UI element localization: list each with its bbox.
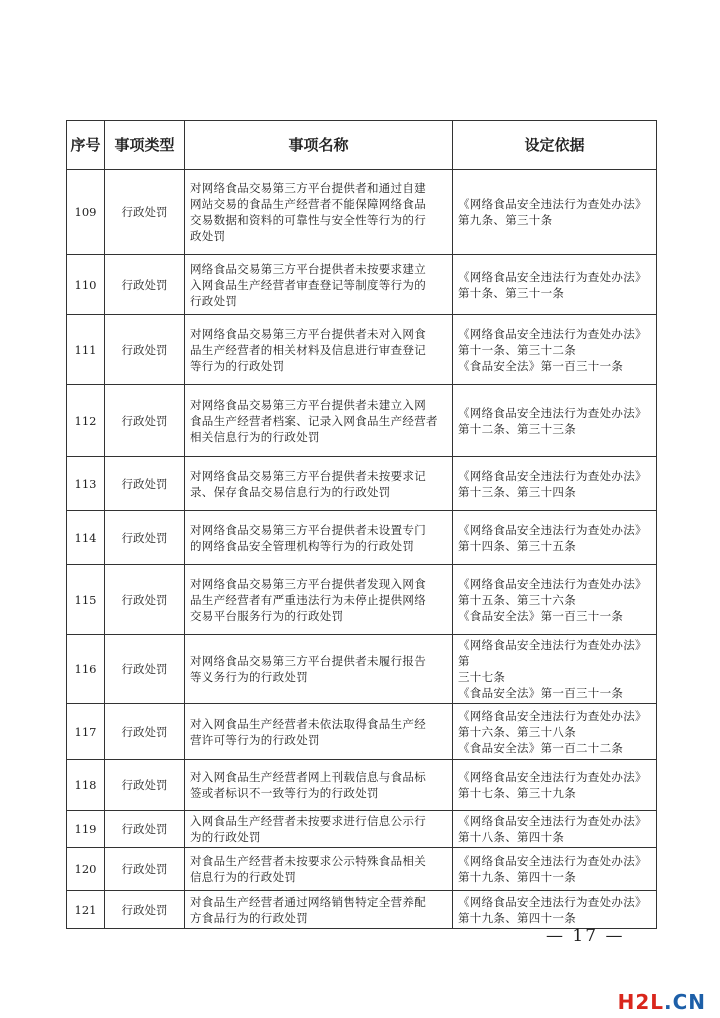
table-row <box>67 565 657 635</box>
row-name <box>185 170 453 255</box>
row-basis-line: 第十四条、第三十五条 <box>458 538 576 553</box>
table-row <box>67 170 657 255</box>
row-basis <box>453 891 657 929</box>
row-name <box>185 315 453 385</box>
table-row <box>67 255 657 315</box>
row-name-line: 对入网食品生产经营者网上刊载信息与食品标 <box>190 770 426 784</box>
row-name-line: 对食品生产经营者通过网络销售特定全营养配 <box>190 894 426 909</box>
row-number: 119 <box>67 811 105 848</box>
header-number: 序号 <box>67 121 105 170</box>
row-basis-line: 第十五条、第三十六条 <box>458 592 576 607</box>
row-number: 115 <box>67 565 105 635</box>
row-type: 行政处罚 <box>105 565 185 635</box>
row-name-line: 行政处罚 <box>190 293 238 308</box>
row-basis-line: 《食品安全法》第一百三十一条 <box>458 358 624 373</box>
row-basis-line: 第十条、第三十一条 <box>458 285 565 300</box>
row-basis-line: 《网络食品安全违法行为查处办法》 <box>458 770 647 784</box>
row-name <box>185 704 453 760</box>
row-name-line: 政处罚 <box>190 229 226 243</box>
row-type: 行政处罚 <box>105 385 185 457</box>
watermark-part2: .CN <box>663 990 706 1014</box>
row-basis-line: 《网络食品安全违法行为查处办法》 <box>458 269 647 284</box>
row-basis-line: 第十九条、第四十一条 <box>458 870 576 884</box>
row-basis-line: 《网络食品安全违法行为查处办法》 <box>458 708 647 723</box>
row-basis <box>453 848 657 891</box>
row-type: 行政处罚 <box>105 170 185 255</box>
row-name-line: 签或者标识不一致等行为的行政处罚 <box>190 786 379 800</box>
row-number: 113 <box>67 457 105 511</box>
row-name-line: 营许可等行为的行政处罚 <box>190 732 320 747</box>
table-row <box>67 511 657 565</box>
row-name-line: 对网络食品交易第三方平台提供者未建立入网 <box>190 397 426 412</box>
row-name-line: 食品生产经营者档案、记录入网食品生产经营者 <box>190 413 438 428</box>
header-basis: 设定依据 <box>453 121 657 170</box>
row-type: 行政处罚 <box>105 635 185 704</box>
table-row <box>67 315 657 385</box>
row-name <box>185 511 453 565</box>
row-basis-line: 《网络食品安全违法行为查处办法》 <box>458 326 647 341</box>
row-basis-line: 第十八条、第四十条 <box>458 830 565 844</box>
row-name-line: 交易平台服务行为的行政处罚 <box>190 608 344 623</box>
row-basis-line: 《网络食品安全违法行为查处办法》 <box>458 854 647 868</box>
row-number: 118 <box>67 760 105 811</box>
row-basis-line: 第十九条、第四十一条 <box>458 910 576 925</box>
row-name <box>185 457 453 511</box>
row-name-line: 信息行为的行政处罚 <box>190 870 297 884</box>
page-number: — 17 — <box>546 926 625 946</box>
row-number: 110 <box>67 255 105 315</box>
row-basis-line: 《网络食品安全违法行为查处办法》 <box>458 894 647 909</box>
row-basis-line: 《食品安全法》第一百三十一条 <box>458 686 624 700</box>
row-basis <box>453 635 657 704</box>
row-basis-line: 第十三条、第三十四条 <box>458 484 576 499</box>
table-row <box>67 385 657 457</box>
row-name-line: 交易数据和资料的可靠性与安全性等行为的行 <box>190 213 426 227</box>
row-type: 行政处罚 <box>105 457 185 511</box>
row-name-line: 对网络食品交易第三方平台提供者未设置专门 <box>190 522 426 537</box>
row-basis <box>453 255 657 315</box>
row-name <box>185 565 453 635</box>
row-basis <box>453 511 657 565</box>
row-basis-line: 《网络食品安全违法行为查处办法》第 <box>458 638 647 668</box>
row-basis-line: 《网络食品安全违法行为查处办法》 <box>458 197 647 211</box>
row-type: 行政处罚 <box>105 760 185 811</box>
row-basis-line: 第十七条、第三十九条 <box>458 786 576 800</box>
row-name-line: 品生产经营者的相关材料及信息进行审查登记 <box>190 342 426 357</box>
row-basis-line: 《网络食品安全违法行为查处办法》 <box>458 405 647 420</box>
row-number: 121 <box>67 891 105 929</box>
row-basis <box>453 811 657 848</box>
row-name-line: 对网络食品交易第三方平台提供者发现入网食 <box>190 576 426 591</box>
table-row <box>67 457 657 511</box>
row-type: 行政处罚 <box>105 255 185 315</box>
row-name-line: 录、保存食品交易信息行为的行政处罚 <box>190 484 391 499</box>
table-row <box>67 891 657 929</box>
row-basis-line: 第九条、第三十条 <box>458 213 553 227</box>
watermark-part1: H2L <box>617 990 664 1014</box>
row-basis-line: 第十六条、第三十八条 <box>458 724 576 739</box>
row-name-line: 入网食品生产经营者未按要求进行信息公示行 <box>190 814 426 828</box>
row-name <box>185 811 453 848</box>
row-basis-line: 第十一条、第三十二条 <box>458 342 576 357</box>
row-number: 114 <box>67 511 105 565</box>
row-name-line: 对食品生产经营者未按要求公示特殊食品相关 <box>190 854 426 868</box>
row-basis <box>453 170 657 255</box>
row-basis-line: 第十二条、第三十三条 <box>458 421 576 436</box>
row-basis-line: 三十七条 <box>458 670 506 684</box>
row-name-line: 相关信息行为的行政处罚 <box>190 429 320 444</box>
row-name-line: 入网食品生产经营者审查登记等制度等行为的 <box>190 277 426 292</box>
row-basis-line: 《食品安全法》第一百二十二条 <box>458 740 624 755</box>
row-name-line: 方食品行为的行政处罚 <box>190 910 308 925</box>
table-row <box>67 811 657 848</box>
row-basis-line: 《食品安全法》第一百三十一条 <box>458 608 624 623</box>
row-number: 112 <box>67 385 105 457</box>
row-basis-line: 《网络食品安全违法行为查处办法》 <box>458 522 647 537</box>
row-basis <box>453 704 657 760</box>
row-basis-line: 《网络食品安全违法行为查处办法》 <box>458 468 647 483</box>
row-name-line: 等行为的行政处罚 <box>190 358 285 373</box>
row-number: 116 <box>67 635 105 704</box>
row-name <box>185 848 453 891</box>
row-name-line: 为的行政处罚 <box>190 830 261 844</box>
row-basis <box>453 565 657 635</box>
row-name-line: 对入网食品生产经营者未依法取得食品生产经 <box>190 716 426 731</box>
row-name-line: 对网络食品交易第三方平台提供者未对入网食 <box>190 326 426 341</box>
row-name <box>185 385 453 457</box>
row-name-line: 对网络食品交易第三方平台提供者未履行报告 <box>190 654 426 668</box>
row-type: 行政处罚 <box>105 511 185 565</box>
row-number: 120 <box>67 848 105 891</box>
row-name-line: 网站交易的食品生产经营者不能保障网络食品 <box>190 197 426 211</box>
row-name <box>185 255 453 315</box>
row-type: 行政处罚 <box>105 848 185 891</box>
row-type: 行政处罚 <box>105 315 185 385</box>
row-name <box>185 891 453 929</box>
row-name-line: 对网络食品交易第三方平台提供者未按要求记 <box>190 468 426 483</box>
header-name: 事项名称 <box>185 121 453 170</box>
row-name-line: 品生产经营者有严重违法行为未停止提供网络 <box>190 592 426 607</box>
row-basis <box>453 457 657 511</box>
table-row <box>67 704 657 760</box>
row-name-line: 对网络食品交易第三方平台提供者和通过自建 <box>190 181 426 195</box>
row-basis <box>453 385 657 457</box>
row-name-line: 等义务行为的行政处罚 <box>190 670 308 684</box>
row-name-line: 网络食品交易第三方平台提供者未按要求建立 <box>190 261 426 276</box>
row-basis <box>453 315 657 385</box>
row-basis-line: 《网络食品安全违法行为查处办法》 <box>458 814 647 828</box>
row-basis-line: 《网络食品安全违法行为查处办法》 <box>458 576 647 591</box>
header-type: 事项类型 <box>105 121 185 170</box>
table-row <box>67 760 657 811</box>
row-type: 行政处罚 <box>105 704 185 760</box>
row-number: 109 <box>67 170 105 255</box>
regulation-table <box>66 120 657 929</box>
row-name-line: 的网络食品安全管理机构等行为的行政处罚 <box>190 538 415 553</box>
table-row <box>67 635 657 704</box>
row-number: 117 <box>67 704 105 760</box>
table-header-row <box>67 121 657 170</box>
row-number: 111 <box>67 315 105 385</box>
row-type: 行政处罚 <box>105 811 185 848</box>
table-row <box>67 848 657 891</box>
row-basis <box>453 760 657 811</box>
table-body <box>67 170 657 929</box>
row-type: 行政处罚 <box>105 891 185 929</box>
row-name <box>185 635 453 704</box>
watermark-logo <box>618 990 706 1014</box>
row-name <box>185 760 453 811</box>
